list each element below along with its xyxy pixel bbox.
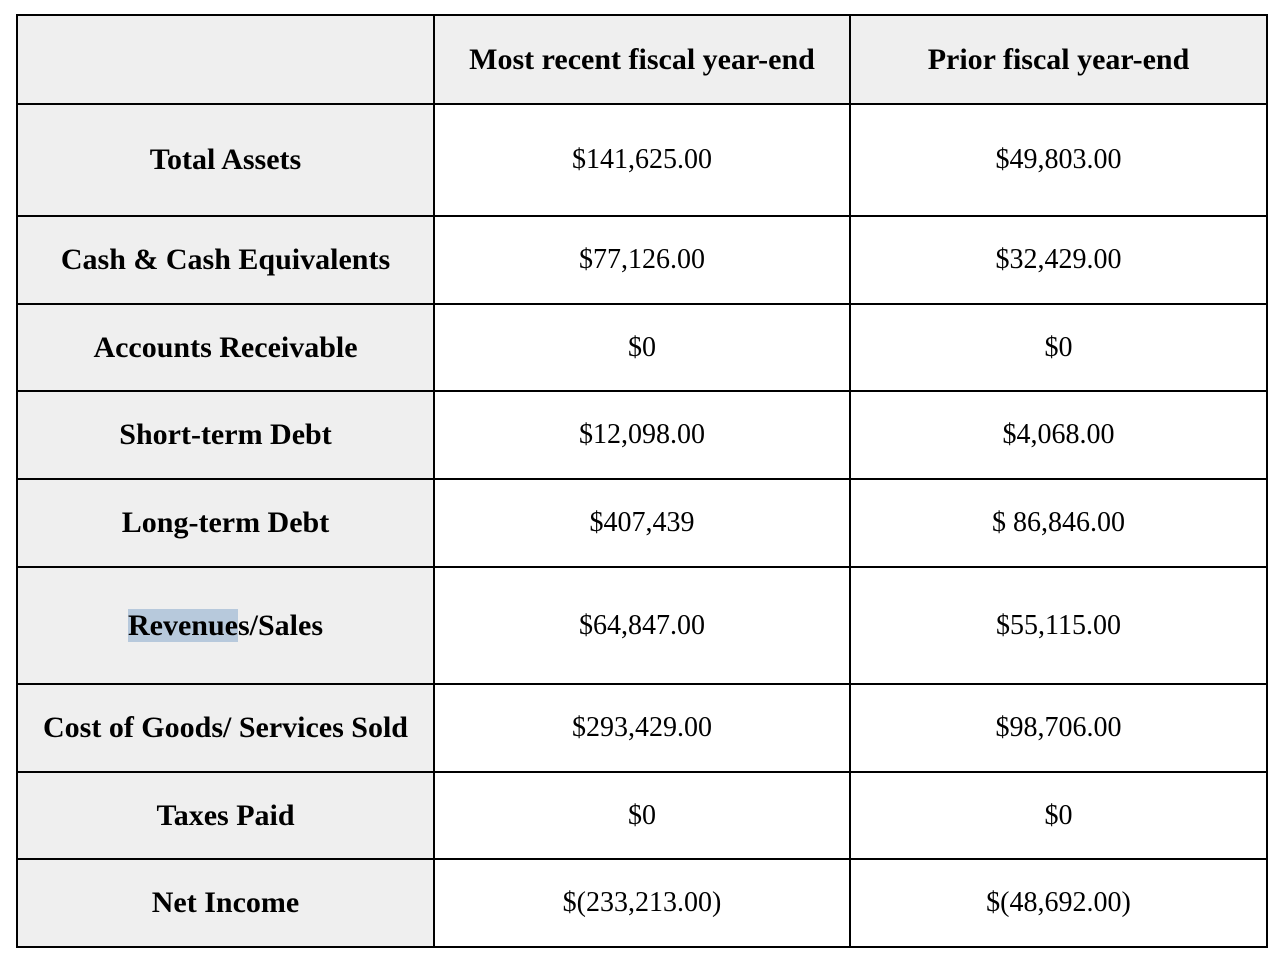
row-label-short-term-debt: Short-term Debt xyxy=(17,391,434,479)
row-label-cogs: Cost of Goods/ Services Sold xyxy=(17,684,434,772)
row-label-long-term-debt: Long-term Debt xyxy=(17,479,434,567)
cell-recent: $(233,213.00) xyxy=(434,859,850,947)
cell-prior: $0 xyxy=(850,304,1267,391)
row-label-revenues-sales[interactable] xyxy=(17,567,434,684)
cell-recent: $64,847.00 xyxy=(434,567,850,684)
table-row xyxy=(17,772,1267,859)
row-label-cash: Cash & Cash Equivalents xyxy=(17,216,434,304)
table-row xyxy=(17,684,1267,772)
cell-recent: $77,126.00 xyxy=(434,216,850,304)
table-row xyxy=(17,304,1267,391)
table-row xyxy=(17,567,1267,684)
cell-prior: $55,115.00 xyxy=(850,567,1267,684)
table-row xyxy=(17,859,1267,947)
row-label-taxes-paid: Taxes Paid xyxy=(17,772,434,859)
cell-prior: $(48,692.00) xyxy=(850,859,1267,947)
table-row xyxy=(17,391,1267,479)
cell-recent: $12,098.00 xyxy=(434,391,850,479)
cell-recent: $0 xyxy=(434,772,850,859)
cell-recent: $0 xyxy=(434,304,850,391)
row-label-accounts-receivable: Accounts Receivable xyxy=(17,304,434,391)
table-row xyxy=(17,216,1267,304)
financial-summary-table xyxy=(16,14,1268,948)
cell-prior: $32,429.00 xyxy=(850,216,1267,304)
cell-prior: $49,803.00 xyxy=(850,104,1267,216)
text-selection-highlight[interactable]: Revenue xyxy=(127,608,238,642)
cell-recent: $407,439 xyxy=(434,479,850,567)
cell-prior: $98,706.00 xyxy=(850,684,1267,772)
cell-prior: $ 86,846.00 xyxy=(850,479,1267,567)
header-prior: Prior fiscal year-end xyxy=(850,15,1267,104)
cell-prior: $4,068.00 xyxy=(850,391,1267,479)
header-row xyxy=(17,15,1267,104)
row-label-total-assets: Total Assets xyxy=(17,104,434,216)
cell-prior: $0 xyxy=(850,772,1267,859)
table-row xyxy=(17,104,1267,216)
row-label-rest: s/Sales xyxy=(237,608,323,642)
cell-recent: $141,625.00 xyxy=(434,104,850,216)
header-empty-cell xyxy=(17,15,434,104)
table-row xyxy=(17,479,1267,567)
cell-recent: $293,429.00 xyxy=(434,684,850,772)
row-label-net-income: Net Income xyxy=(17,859,434,947)
header-most-recent: Most recent fiscal year-end xyxy=(434,15,850,104)
